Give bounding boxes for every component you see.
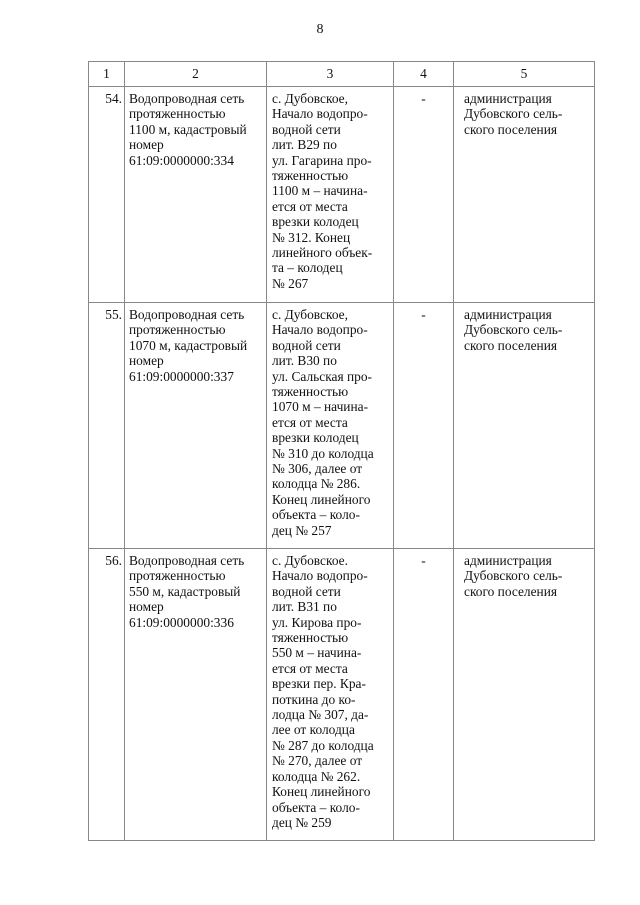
object-location: с. Дубовское, Начало водопро- водной сети лит. В30 по ул. Сальская про- тяженностью 1070 м – начина- ется от места врезки колодец № 310 до колодца № 306, далее от колодца № 286. Конец линейного объекта – коло- дец № 257: [267, 303, 394, 549]
table-row: [89, 549, 595, 841]
table-row: [89, 303, 595, 549]
column-header-2: 2: [125, 62, 267, 87]
table-header-row: [89, 62, 595, 87]
column-header-4: 4: [394, 62, 454, 87]
row-number: 56.: [89, 549, 125, 841]
object-name: Водопроводная сеть протяженностью 550 м, кадастровый номер 61:09:0000000:336: [125, 549, 267, 841]
row-number: 55.: [89, 303, 125, 549]
object-owner: администрация Дубовского сель- ского поселения: [454, 87, 595, 303]
object-name: Водопроводная сеть протяженностью 1070 м, кадастровый номер 61:09:0000000:337: [125, 303, 267, 549]
column-4-value: -: [394, 303, 454, 549]
object-name: Водопроводная сеть протяженностью 1100 м, кадастровый номер 61:09:0000000:334: [125, 87, 267, 303]
object-location: с. Дубовское, Начало водопро- водной сети лит. В29 по ул. Гагарина про- тяженностью 1100 м – начина- ется от места врезки колодец № 312. Конец линейного объек- та – колодец № 267: [267, 87, 394, 303]
column-4-value: -: [394, 549, 454, 841]
row-number: 54.: [89, 87, 125, 303]
column-4-value: -: [394, 87, 454, 303]
page-number: 8: [316, 22, 324, 37]
object-owner: администрация Дубовского сель- ского поселения: [454, 303, 595, 549]
table-row: [89, 87, 595, 303]
column-header-3: 3: [267, 62, 394, 87]
column-header-1: 1: [89, 62, 125, 87]
column-header-5: 5: [454, 62, 595, 87]
object-owner: администрация Дубовского сель- ского поселения: [454, 549, 595, 841]
registry-table: [88, 61, 595, 841]
object-location: с. Дубовское. Начало водопро- водной сети лит. В31 по ул. Кирова про- тяженностью 550 м – начина- ется от места врезки пер. Кра- поткина до ко- лодца № 307, да- лее от колодца № 287 до колодца № 270, далее от колодца № 262. Конец линейного объекта – коло- дец № 259: [267, 549, 394, 841]
